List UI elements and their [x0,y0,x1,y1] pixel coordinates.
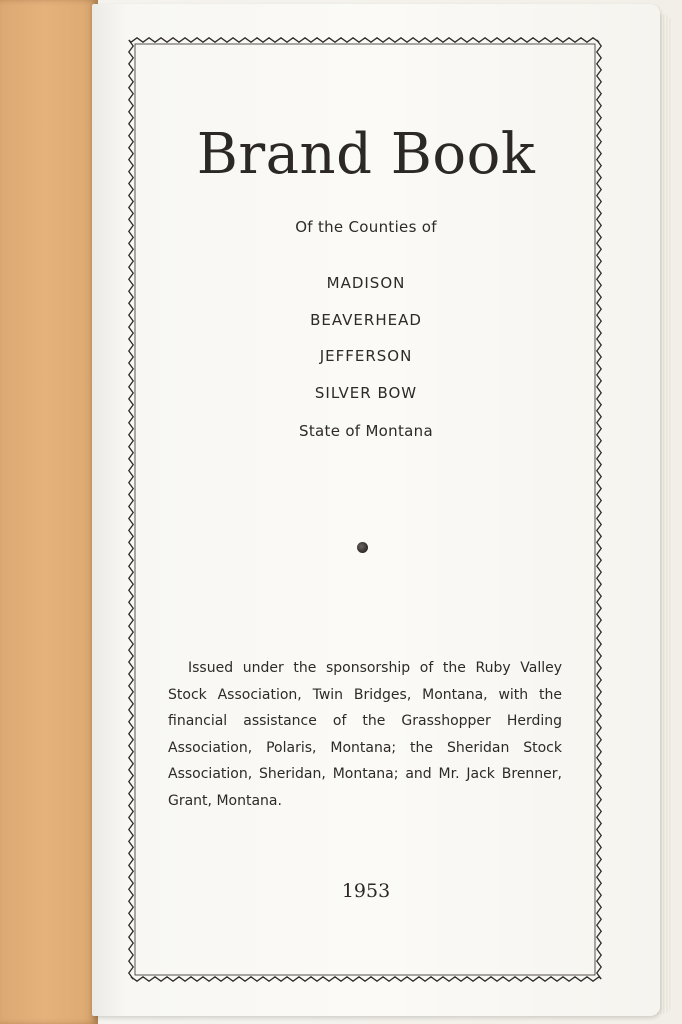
county-madison: MADISON [326,274,406,292]
county-beaverhead: BEAVERHEAD [310,311,422,329]
county-jefferson: JEFFERSON [319,347,413,365]
intro-text: Of the Counties of [295,218,437,236]
page-title: Brand Book [196,122,536,187]
state-text: State of Montana [299,422,433,440]
county-silver-bow: SILVER BOW [314,384,418,402]
sponsorship-paragraph: Issued under the sponsorship of the Ruby Valley Stock Association, Twin Bridges, Montana, with the financial assistance of the Grasshopper Herding Association, Polaris, Montana; the Sheridan Stock Association, Sheridan, Montana; and Mr. Jack Brenner, Grant, Montana. [168,660,562,809]
ornament-dot [357,542,368,553]
publication-year: 1953 [341,880,391,902]
